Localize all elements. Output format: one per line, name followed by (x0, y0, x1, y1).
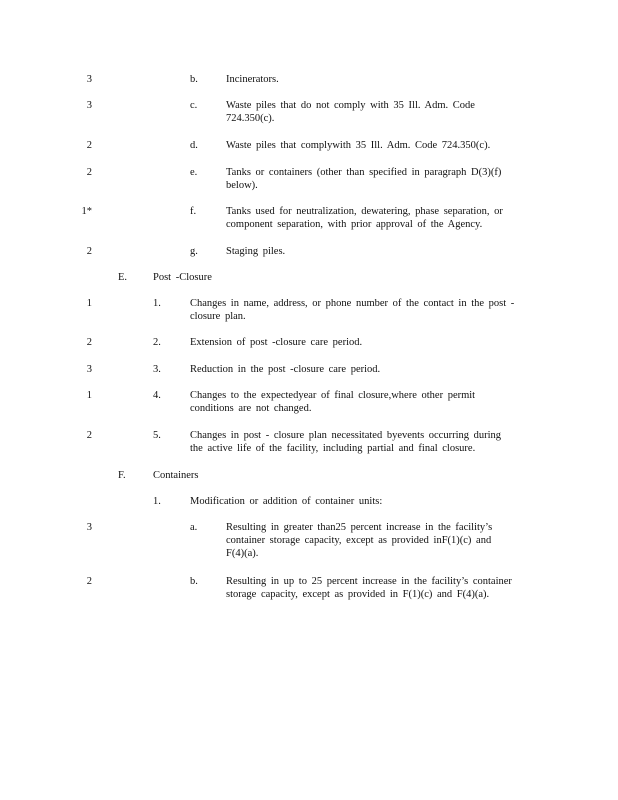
class-number: 3 (86, 364, 92, 375)
item-label: g. (190, 246, 198, 257)
section-label: F. (118, 470, 126, 481)
class-number: 2 (86, 246, 92, 257)
section-title: Post -Closure (153, 272, 212, 283)
item-text: Tanks used for neutralization, dewatering, phase separation, or component separation, with prior approval of the Agency. (226, 206, 503, 230)
item-label: a. (190, 522, 198, 533)
item-label: 1. (153, 298, 161, 309)
class-number: 2 (86, 140, 92, 151)
item-text: Tanks or containers (other than specified in paragraph D(3)(f) below). (226, 167, 502, 191)
class-number: 2 (86, 167, 92, 178)
item-label: 3. (153, 364, 161, 375)
item-label: 2. (153, 337, 161, 348)
item-text: Changes to the expectedyear of final closure,where other permit conditions are not changed. (190, 390, 476, 414)
section-label: E. (118, 272, 128, 283)
class-number: 1* (81, 206, 92, 217)
item-label: 5. (153, 430, 161, 441)
item-text: Extension of post -closure care period. (190, 337, 363, 348)
item-text: Staging piles. (226, 246, 286, 257)
item-text: Changes in name, address, or phone number of the contact in the post - closure plan. (190, 298, 515, 322)
section-title: Containers (153, 470, 199, 481)
item-label: d. (190, 140, 198, 151)
class-number: 2 (86, 430, 92, 441)
item-label: 1. (153, 496, 161, 507)
item-label: 4. (153, 390, 161, 401)
class-number: 2 (86, 576, 92, 587)
item-text: Modification or addition of container units: (190, 496, 383, 507)
item-label: f. (190, 206, 197, 217)
item-text: Reduction in the post -closure care period. (190, 364, 381, 375)
class-number: 3 (86, 100, 92, 111)
class-number: 3 (86, 522, 92, 533)
class-number: 3 (86, 74, 92, 85)
item-label: b. (190, 74, 198, 85)
item-text: Waste piles that complywith 35 Ill. Adm. Code 724.350(c). (226, 140, 491, 151)
item-text: Incinerators. (226, 74, 279, 85)
item-text: Waste piles that do not comply with 35 Ill. Adm. Code 724.350(c). (226, 100, 475, 124)
class-number: 1 (86, 298, 92, 309)
class-number: 1 (86, 390, 92, 401)
item-label: b. (190, 576, 198, 587)
item-label: c. (190, 100, 198, 111)
item-label: e. (190, 167, 198, 178)
class-number: 2 (86, 337, 92, 348)
item-text: Changes in post - closure plan necessitated byevents occurring during the active life of the facility, including partial and final closure. (190, 430, 502, 454)
item-text: Resulting in up to 25 percent increase in the facility’s container storage capacity, except as provided in F(1)(c) and F(4)(a). (226, 576, 512, 600)
item-text: Resulting in greater than25 percent increase in the facility’s container storage capacity, except as provided inF(1)(c) and F(4)(a). (226, 522, 493, 559)
